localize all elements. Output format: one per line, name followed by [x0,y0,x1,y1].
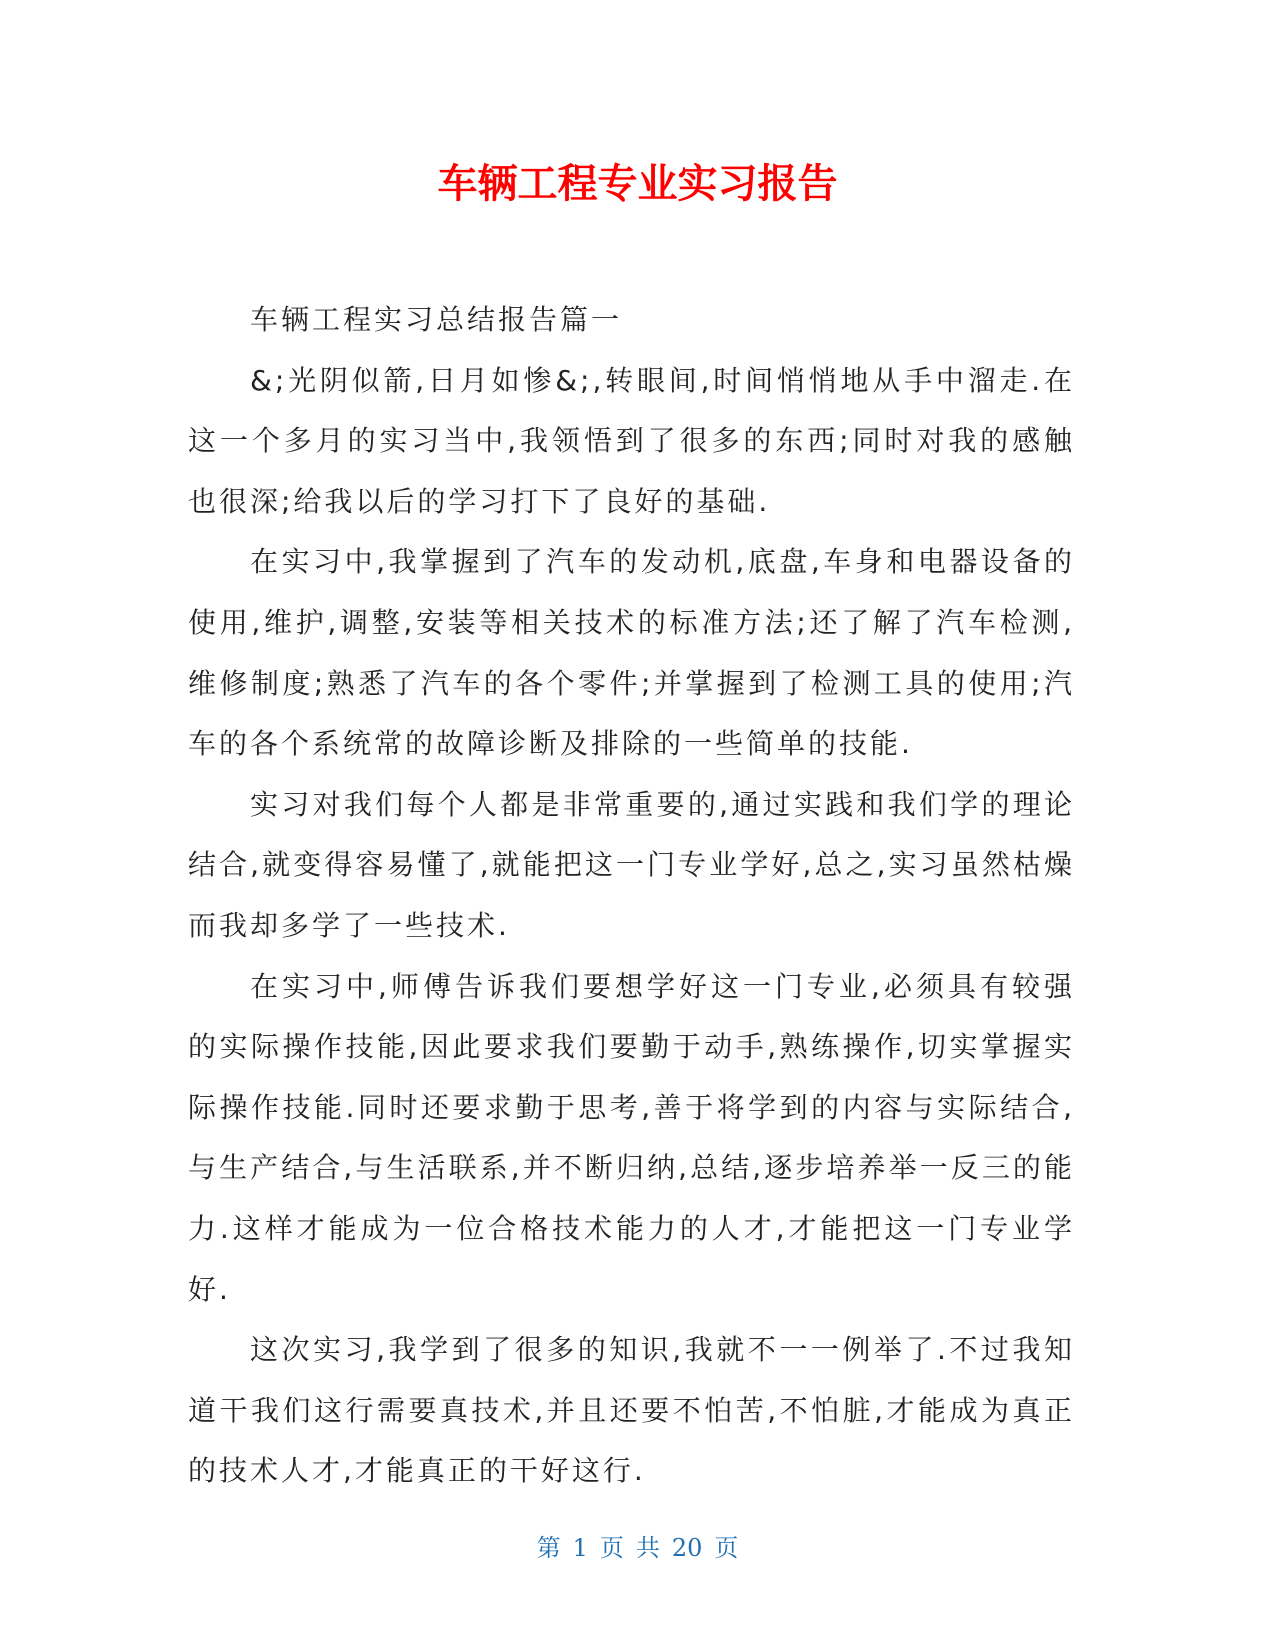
footer-page-word: 页 [599,1534,624,1562]
document-title: 车辆工程专业实习报告 [437,161,838,207]
paragraph: 在实习中,我掌握到了汽车的发动机,底盘,车身和电器设备的使用,维护,调整,安装等相关技术的标准方法;还了解了汽车检测,维修制度;熟悉了汽车的各个零件;并掌握到了检测工具的使用;汽车的各个系统常的故障诊断及排除的一些简单的技能. [188,545,1075,761]
current-page-number: 1 [572,1534,588,1562]
footer-suffix: 页 [714,1534,739,1562]
paragraph: &;光阴似箭,日月如惨&;,转眼间,时间悄悄地从手中溜走.在这一个多月的实习当中,我领悟到了很多的东西;同时对我的感触也很深;给我以后的学习打下了良好的基础. [188,363,1075,518]
document-body [188,290,1075,1502]
footer-prefix: 第 [536,1534,561,1562]
total-page-count: 20 [671,1534,703,1562]
paragraph: 实习对我们每个人都是非常重要的,通过实践和我们学的理论结合,就变得容易懂了,就能把这一门专业学好,总之,实习虽然枯燥而我却多学了一些技术. [188,787,1075,942]
section-heading: 车辆工程实习总结报告篇一 [250,303,623,336]
footer-total-word: 共 [635,1534,660,1562]
paragraph: 这次实习,我学到了很多的知识,我就不一一例举了.不过我知道干我们这行需要真技术,并且还要不怕苦,不怕脏,才能成为真正的技术人才,才能真正的干好这行. [188,1333,1075,1488]
page-number-footer [0,1532,1275,1564]
paragraph: 在实习中,师傅告诉我们要想学好这一门专业,必须具有较强的实际操作技能,因此要求我们要勤于动手,熟练操作,切实掌握实际操作技能.同时还要求勤于思考,善于将学到的内容与实际结合,与生产结合,与生活联系,并不断归纳,总结,逐步培养举一反三的能力.这样才能成为一位合格技术能力的人才,才能把这一门专业学好. [188,969,1075,1306]
